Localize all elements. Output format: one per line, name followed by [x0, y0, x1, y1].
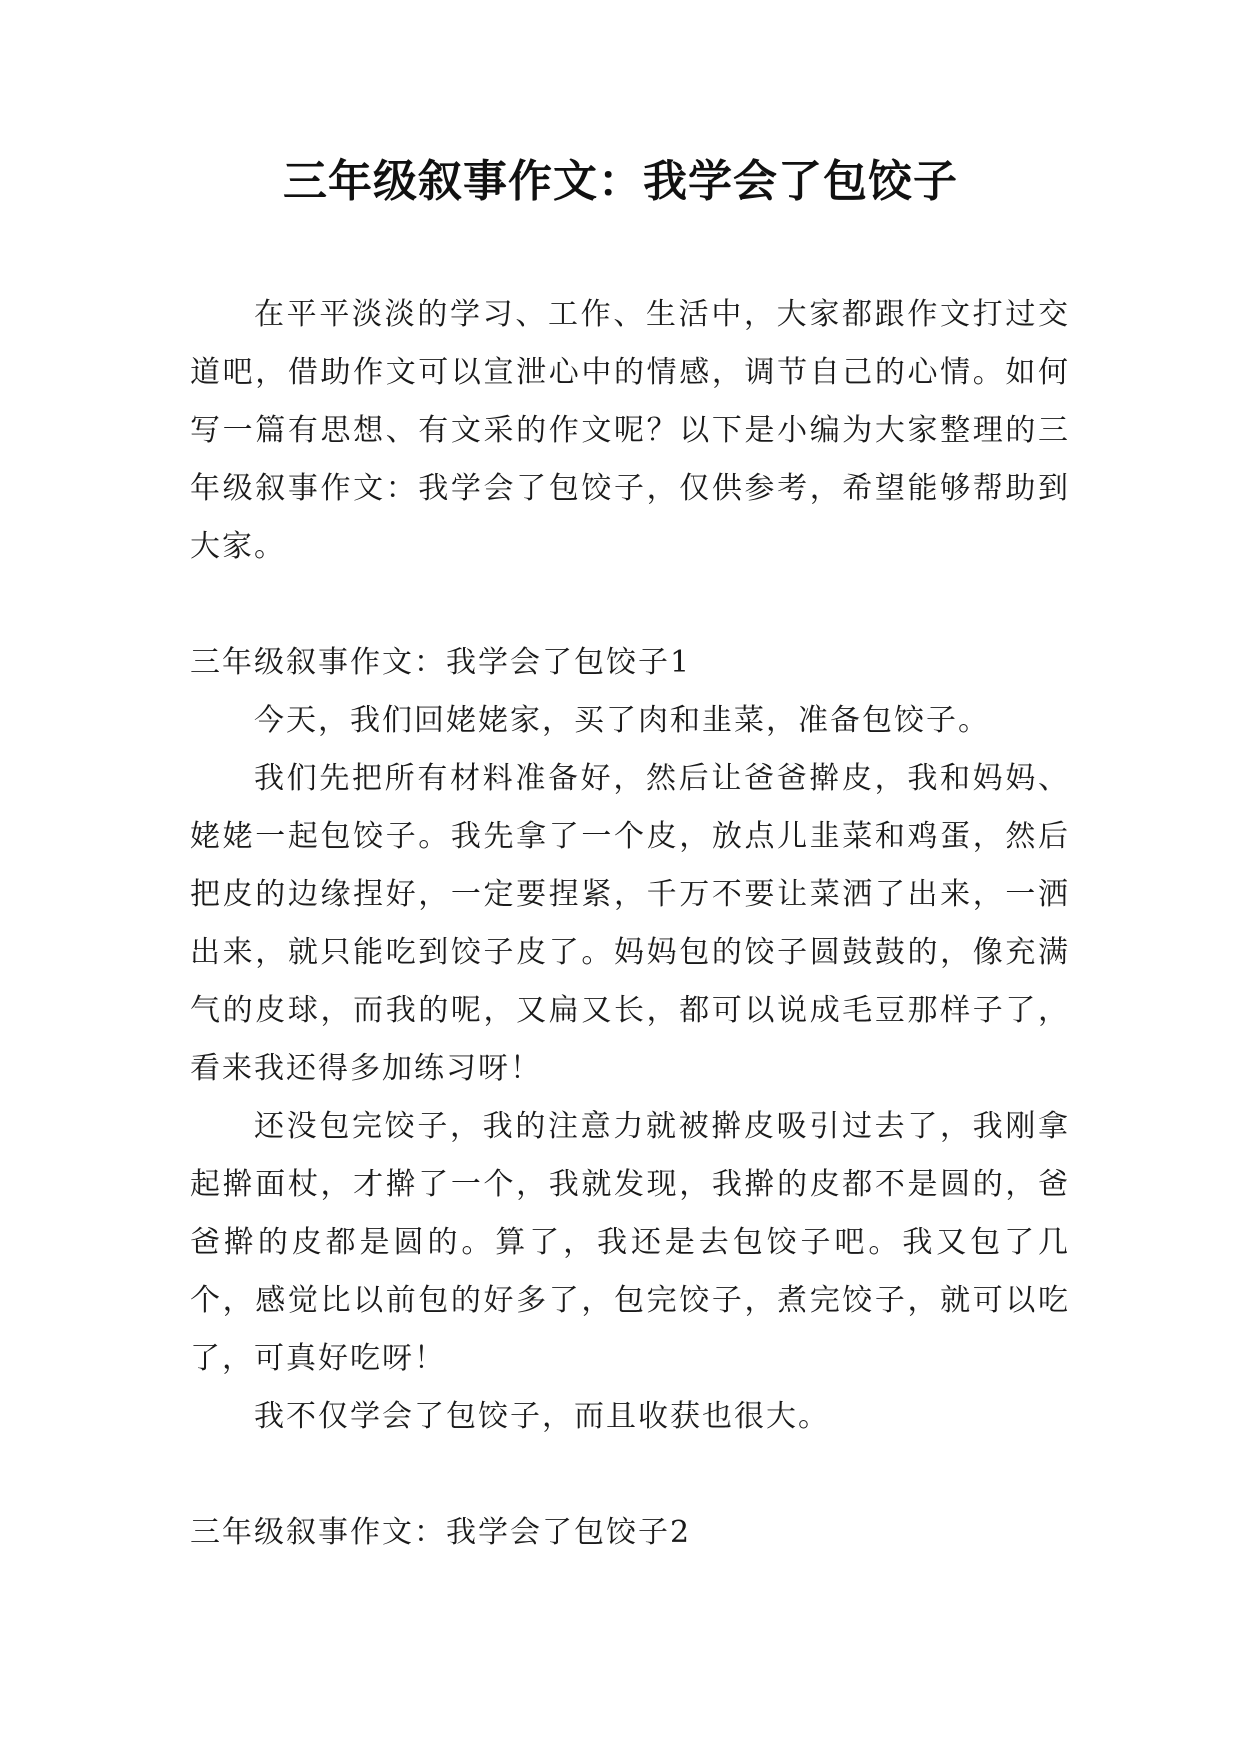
intro-paragraph: 在平平淡淡的学习、工作、生活中，大家都跟作文打过交道吧，借助作文可以宣泄心中的情感，调节自己的心情。如何写一篇有思想、有文采的作文呢？以下是小编为大家整理的三年级叙事作文：我学会了包饺子，仅供参考，希望能够帮助到大家。 [190, 297, 1070, 564]
document-title: 三年级叙事作文：我学会了包饺子 [283, 156, 958, 207]
section-1-paragraph: 我们先把所有材料准备好，然后让爸爸擀皮，我和妈妈、姥姥一起包饺子。我先拿了一个皮，放点儿韭菜和鸡蛋，然后把皮的边缘捏好，一定要捏紧，千万不要让菜洒了出来，一洒出来，就只能吃到饺子皮了。妈妈包的饺子圆鼓鼓的，像充满气的皮球，而我的呢，又扁又长，都可以说成毛豆那样子了，看来我还得多加练习呀！ [190, 761, 1070, 1086]
section-1-paragraph: 我不仅学会了包饺子，而且收获也很大。 [254, 1399, 830, 1434]
section-1-paragraph: 今天，我们回姥姥家，买了肉和韭菜，准备包饺子。 [254, 703, 990, 738]
document-body [190, 286, 1070, 1562]
section-2-heading: 三年级叙事作文：我学会了包饺子2 [190, 1515, 692, 1550]
section-1-paragraph: 还没包完饺子，我的注意力就被擀皮吸引过去了，我刚拿起擀面杖，才擀了一个，我就发现，我擀的皮都不是圆的，爸爸擀的皮都是圆的。算了，我还是去包饺子吧。我又包了几个，感觉比以前包的好多了，包完饺子，煮完饺子，就可以吃了，可真好吃呀！ [190, 1109, 1070, 1376]
section-1-heading: 三年级叙事作文：我学会了包饺子1 [190, 645, 692, 680]
